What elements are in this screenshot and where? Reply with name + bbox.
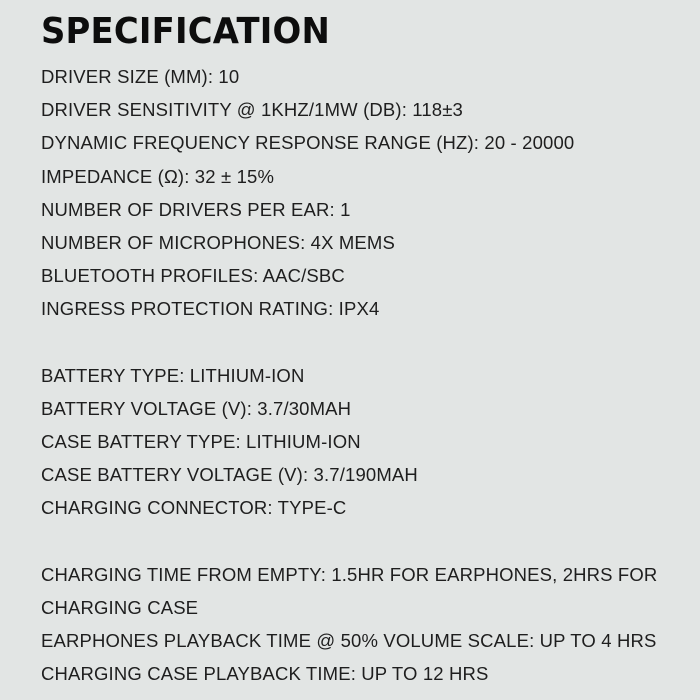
spec-charging-time: CHARGING TIME FROM EMPTY: 1.5HR FOR EARPHONES, 2HRS FOR (41, 563, 658, 585)
spec-earphones-playback-time: EARPHONES PLAYBACK TIME @ 50% VOLUME SCALE: UP TO 4 HRS (41, 630, 657, 652)
spec-driver-sensitivity: DRIVER SENSITIVITY @ 1KHZ/1MW (DB): 118±3 (41, 99, 463, 121)
spec-frequency-response: DYNAMIC FREQUENCY RESPONSE RANGE (HZ): 20 - 20000 (41, 132, 575, 154)
group-divider-gap (41, 525, 657, 558)
spec-case-battery-type: CASE BATTERY TYPE: LITHIUM-ION (41, 431, 361, 453)
page-title: SPECIFICATION (41, 11, 331, 52)
group-divider-gap (41, 326, 657, 359)
spec-ingress-protection: INGRESS PROTECTION RATING: IPX4 (41, 298, 380, 320)
spec-battery-type: BATTERY TYPE: LITHIUM-ION (41, 364, 305, 386)
spec-bluetooth-profiles: BLUETOOTH PROFILES: AAC/SBC (41, 265, 345, 287)
spec-drivers-per-ear: NUMBER OF DRIVERS PER EAR: 1 (41, 198, 351, 220)
spec-case-playback-time: CHARGING CASE PLAYBACK TIME: UP TO 12 HRS (41, 663, 489, 685)
spec-impedance: IMPEDANCE (Ω): 32 ± 15% (41, 165, 275, 187)
spec-charging-time-continued: CHARGING CASE (41, 597, 199, 618)
spec-list (41, 60, 657, 691)
spec-microphones: NUMBER OF MICROPHONES: 4X MEMS (41, 231, 395, 253)
spec-case-battery-voltage: CASE BATTERY VOLTAGE (V): 3.7/190MAH (41, 464, 418, 486)
spec-charging-connector: CHARGING CONNECTOR: TYPE-C (41, 497, 347, 519)
spec-battery-voltage: BATTERY VOLTAGE (V): 3.7/30MAH (41, 397, 352, 419)
spec-driver-size: DRIVER SIZE (MM): 10 (41, 66, 240, 87)
